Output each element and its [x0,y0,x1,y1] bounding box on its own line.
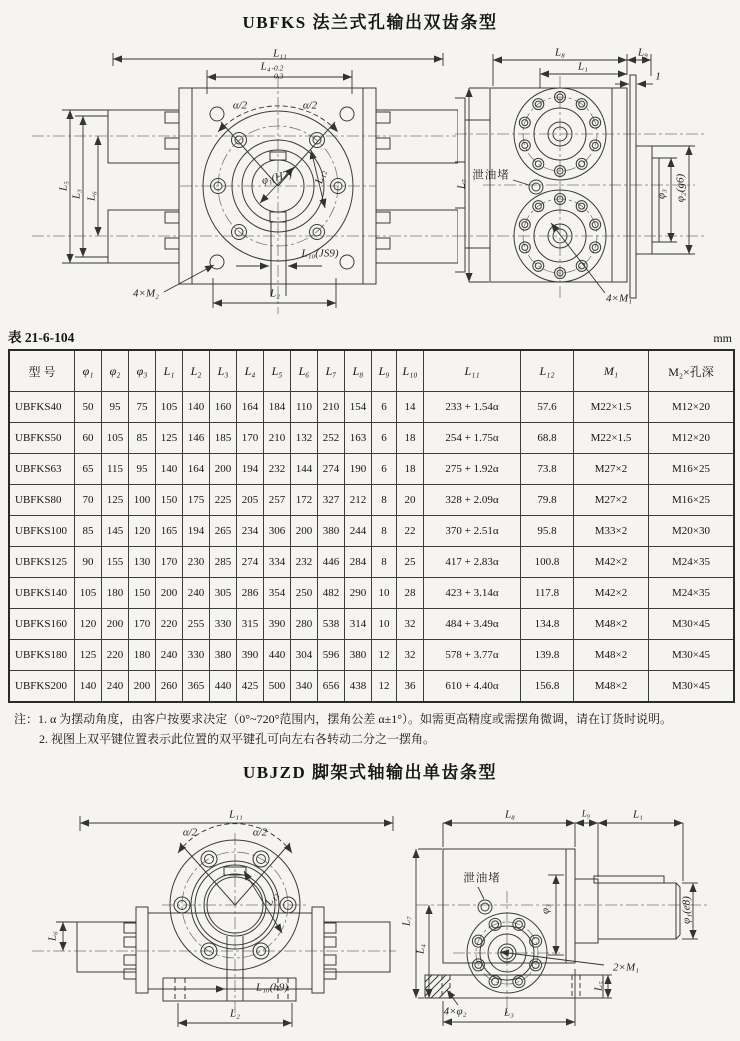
value-cell: 423 + 3.14α [424,578,521,609]
table-header-cell: L₂ [183,350,210,392]
value-cell: 65 [75,454,102,485]
value-cell: 117.8 [521,578,574,609]
value-cell: 85 [75,516,102,547]
value-cell: 146 [183,423,210,454]
table-header-cell: L₃ [210,350,237,392]
value-cell: 180 [102,578,129,609]
value-cell: 250 [291,578,318,609]
value-cell: 500 [264,671,291,703]
value-cell: 155 [102,547,129,578]
value-cell: 130 [129,547,156,578]
value-cell: 210 [264,423,291,454]
value-cell: 656 [318,671,345,703]
table-header-cell: L₈ [345,350,372,392]
value-cell: 6 [372,423,397,454]
value-cell: 190 [345,454,372,485]
table-unit: mm [713,331,732,345]
value-cell: M42×2 [574,578,649,609]
value-cell: 120 [75,609,102,640]
value-cell: 125 [156,423,183,454]
value-cell: 194 [183,516,210,547]
table-header-cell: φ₂ [102,350,129,392]
value-cell: 85 [129,423,156,454]
value-cell: 285 [210,547,237,578]
value-cell: 200 [156,578,183,609]
value-cell: M12×20 [649,392,735,423]
table-header-cell: L₆ [291,350,318,392]
value-cell: 50 [75,392,102,423]
value-cell: 425 [237,671,264,703]
model-cell: UBFKS100 [9,516,75,547]
model-cell: UBFKS200 [9,671,75,703]
value-cell: 280 [291,609,318,640]
value-cell: 144 [291,454,318,485]
model-cell: UBFKS80 [9,485,75,516]
model-cell: UBFKS160 [9,609,75,640]
table-row [9,454,734,485]
value-cell: 257 [264,485,291,516]
table-row [9,516,734,547]
table-caption: 表 21-6-104 [8,330,75,345]
dim-label-l12: L₁₂ [313,168,328,185]
ubfks-front-drawing [28,46,458,326]
value-cell: 440 [264,640,291,671]
table-head-row [9,350,734,392]
dim-label-alpha-left: α/2 [232,99,248,112]
value-cell: 6 [372,392,397,423]
value-cell: M48×2 [574,609,649,640]
value-cell: M42×2 [574,547,649,578]
table-header-cell: φ₃ [129,350,156,392]
value-cell: 134.8 [521,609,574,640]
value-cell: 254 + 1.75α [424,423,521,454]
dim-label-l10: L₁₀(JS9) [301,247,339,260]
value-cell: M48×2 [574,640,649,671]
value-cell: 57.6 [521,392,574,423]
value-cell: 160 [210,392,237,423]
value-cell: 90 [75,547,102,578]
value-cell: 365 [183,671,210,703]
value-cell: 79.8 [521,485,574,516]
value-cell: 233 + 1.54α [424,392,521,423]
value-cell: 286 [237,578,264,609]
value-cell: 170 [156,547,183,578]
value-cell: 200 [102,609,129,640]
value-cell: 156.8 [521,671,574,703]
value-cell: 100 [129,485,156,516]
table-header-cell: L₉ [372,350,397,392]
value-cell: 150 [129,578,156,609]
value-cell: 200 [210,454,237,485]
value-cell: 290 [345,578,372,609]
dim-label-l3: L₃ [70,189,83,199]
value-cell: M30×45 [649,609,735,640]
table-row [9,609,734,640]
table-header-cell: L₁₂ [521,350,574,392]
value-cell: 274 [318,454,345,485]
dim-label-one: 1 [655,70,661,83]
dim-label-l2: L₂ [230,1007,240,1020]
value-cell: M33×2 [574,516,649,547]
value-cell: 60 [75,423,102,454]
model-cell: UBFKS50 [9,423,75,454]
value-cell: M24×35 [649,578,735,609]
table-header-cell: L₁₀ [397,350,424,392]
value-cell: 150 [156,485,183,516]
value-cell: 252 [318,423,345,454]
value-cell: 240 [102,671,129,703]
value-cell: 170 [129,609,156,640]
value-cell: M16×25 [649,485,735,516]
value-cell: 314 [345,609,372,640]
value-cell: 380 [345,640,372,671]
value-cell: 18 [397,423,424,454]
dim-label-l4 [261,61,284,81]
value-cell: 482 [318,578,345,609]
value-cell: 380 [210,640,237,671]
dim-label-phi2: φ₂(g6) [674,173,687,203]
value-cell: 230 [183,547,210,578]
value-cell: 284 [345,547,372,578]
dim-l4-tolerance [272,64,284,81]
table-row [9,392,734,423]
value-cell: 330 [210,609,237,640]
table-row [9,485,734,516]
value-cell: 20 [397,485,424,516]
dim-label-alpha-right: α/2 [302,99,318,112]
dim-label-phi3: φ₃ [655,189,668,199]
value-cell: M16×25 [649,454,735,485]
value-cell: 125 [75,640,102,671]
value-cell: 315 [237,609,264,640]
dim-label-l11: L₁₁ [229,808,243,821]
value-cell: 170 [237,423,264,454]
value-cell: 334 [264,547,291,578]
ubfks-front-view [28,46,458,326]
dim-label-4xm2: 4×M₂ [133,287,159,300]
value-cell: 22 [397,516,424,547]
dim-label-l4: L₄ [414,944,427,954]
table-header-cell: L₄ [237,350,264,392]
dim-label-l8: L₈ [505,808,515,821]
dim-label-4xphi2: 4×φ₂ [443,1005,467,1018]
dim-label-l1: L₁ [578,60,588,73]
value-cell: 10 [372,578,397,609]
value-cell: 578 + 3.77α [424,640,521,671]
dim-label-l7: L₇ [455,179,468,189]
tolerance-upper: -0.2 [271,63,284,73]
value-cell: 260 [156,671,183,703]
value-cell: M30×45 [649,640,735,671]
page-title-ubjzd: UBJZD 脚架式轴输出单齿条型 [243,763,497,782]
note-line-1: 注：1. α 为摆动角度，由客户按要求决定（0°~720°范围内，摆角公差 α±1°）。如需更高精度或需摆角微调，请在订货时说明。 [14,712,673,726]
value-cell: 240 [183,578,210,609]
value-cell: 538 [318,609,345,640]
value-cell: 232 [291,547,318,578]
value-cell: 212 [345,485,372,516]
value-cell: 36 [397,671,424,703]
value-cell: 175 [183,485,210,516]
table-notes [14,709,730,750]
value-cell: 125 [102,485,129,516]
ubjzd-front-drawing [30,791,400,1041]
value-cell: 234 [237,516,264,547]
value-cell: 185 [210,423,237,454]
model-cell: UBFKS63 [9,454,75,485]
table-header-cell: L₇ [318,350,345,392]
value-cell: 70 [75,485,102,516]
dimension-table [8,349,735,703]
dim-label-l9: L₉ [581,808,591,819]
value-cell: 8 [372,516,397,547]
value-cell: 484 + 3.49α [424,609,521,640]
value-cell: 132 [291,423,318,454]
model-cell: UBFKS40 [9,392,75,423]
value-cell: M48×2 [574,671,649,703]
value-cell: 610 + 4.40α [424,671,521,703]
table-header-cell: L₁₁ [424,350,521,392]
value-cell: 305 [210,578,237,609]
dim-l4-base: L₄ [260,60,271,73]
dim-label-2xm1: 2×M₁ [613,961,639,974]
value-cell: 105 [102,423,129,454]
value-cell: 210 [318,392,345,423]
value-cell: 140 [75,671,102,703]
value-cell: 139.8 [521,640,574,671]
value-cell: M27×2 [574,454,649,485]
value-cell: 95 [102,392,129,423]
value-cell: 354 [264,578,291,609]
value-cell: 330 [183,640,210,671]
model-cell: UBFKS140 [9,578,75,609]
value-cell: 140 [183,392,210,423]
ubjzd-side-view [398,791,738,1041]
note-line-2: 2. 视图上双平键位置表示此位置的双平键孔可向左右各转动二分之一摆角。 [39,732,436,747]
value-cell: M20×30 [649,516,735,547]
dim-label-l8: L₈ [555,46,565,59]
page-title-ubfks: UBFKS 法兰式孔输出双齿条型 [242,13,498,32]
dim-label-l5: L₅ [57,181,70,191]
value-cell: 327 [318,485,345,516]
value-cell: 115 [102,454,129,485]
dim-label-l11: L₁₁ [273,47,287,60]
dim-label-phi3: φ₃ [539,904,552,914]
value-cell: 370 + 2.51α [424,516,521,547]
value-cell: 205 [237,485,264,516]
value-cell: 328 + 2.09α [424,485,521,516]
table-row [9,671,734,703]
value-cell: 390 [237,640,264,671]
value-cell: 180 [129,640,156,671]
dim-label-phi1: φ₁(H7) [260,167,294,188]
dim-label-l6: L₆ [85,191,98,201]
ubfks-side-view [455,46,740,326]
table-row [9,640,734,671]
value-cell: 417 + 2.83α [424,547,521,578]
value-cell: 140 [156,454,183,485]
value-cell: M12×20 [649,423,735,454]
table-caption-row [8,326,732,346]
table-body [9,392,734,703]
value-cell: 10 [372,609,397,640]
value-cell: 100.8 [521,547,574,578]
dim-label-l10: L₁₀(h9) [255,981,289,994]
value-cell: 172 [291,485,318,516]
value-cell: 220 [102,640,129,671]
value-cell: 14 [397,392,424,423]
value-cell: 105 [75,578,102,609]
value-cell: 28 [397,578,424,609]
value-cell: 75 [129,392,156,423]
value-cell: M24×35 [649,547,735,578]
ubfks-side-drawing [455,46,740,326]
value-cell: 596 [318,640,345,671]
value-cell: 225 [210,485,237,516]
table-header-cell: 型 号 [9,350,75,392]
value-cell: 165 [156,516,183,547]
dim-label-l3: L₃ [504,1006,514,1019]
value-cell: 163 [345,423,372,454]
value-cell: 232 [264,454,291,485]
value-cell: 68.8 [521,423,574,454]
value-cell: M22×1.5 [574,392,649,423]
table-header-cell: L₅ [264,350,291,392]
value-cell: 110 [291,392,318,423]
value-cell: 194 [237,454,264,485]
value-cell: 95.8 [521,516,574,547]
drain-plug-label: 泄油堵 [472,169,510,182]
value-cell: 200 [291,516,318,547]
tolerance-lower: -0.3 [271,71,284,81]
value-cell: 265 [210,516,237,547]
value-cell: 95 [129,454,156,485]
value-cell: 145 [102,516,129,547]
table-header-cell: M₁ [574,350,649,392]
table-row [9,423,734,454]
table-header-cell: M₂×孔深 [649,350,735,392]
value-cell: 244 [345,516,372,547]
dim-label-phi1: φ₁(e8) [680,896,693,924]
model-cell: UBFKS125 [9,547,75,578]
dim-label-l12: L₁₂ [262,889,281,908]
value-cell: 306 [264,516,291,547]
value-cell: 12 [372,640,397,671]
dim-label-l9: L₉ [638,46,648,59]
value-cell: 304 [291,640,318,671]
ubjzd-front-view [30,791,400,1041]
value-cell: 200 [129,671,156,703]
dim-label-4xm1: 4×M₁ [606,292,632,305]
value-cell: 275 + 1.92α [424,454,521,485]
model-cell: UBFKS180 [9,640,75,671]
dim-label-alpha-left: α/2 [182,826,198,839]
dim-label-l2: L₂ [270,287,280,300]
value-cell: 105 [156,392,183,423]
value-cell: 73.8 [521,454,574,485]
value-cell: M30×45 [649,671,735,703]
value-cell: 240 [156,640,183,671]
dim-label-l5: L₅ [592,981,605,991]
value-cell: M22×1.5 [574,423,649,454]
value-cell: 164 [237,392,264,423]
drain-plug-label: 泄油堵 [463,872,501,885]
value-cell: 380 [318,516,345,547]
dim-label-l1: L₁ [633,808,643,821]
table-row [9,547,734,578]
value-cell: 438 [345,671,372,703]
value-cell: 120 [129,516,156,547]
value-cell: 25 [397,547,424,578]
value-cell: 6 [372,454,397,485]
value-cell: M27×2 [574,485,649,516]
table-header-cell: φ₁ [75,350,102,392]
value-cell: 184 [264,392,291,423]
value-cell: 8 [372,547,397,578]
value-cell: 440 [210,671,237,703]
value-cell: 274 [237,547,264,578]
value-cell: 255 [183,609,210,640]
value-cell: 340 [291,671,318,703]
dim-label-l6: L₆ [46,931,59,941]
dim-label-alpha-right: α/2 [252,826,268,839]
value-cell: 220 [156,609,183,640]
value-cell: 18 [397,454,424,485]
table-row [9,578,734,609]
value-cell: 390 [264,609,291,640]
dim-label-l7: L₇ [400,916,413,926]
value-cell: 32 [397,609,424,640]
value-cell: 164 [183,454,210,485]
value-cell: 446 [318,547,345,578]
value-cell: 154 [345,392,372,423]
value-cell: 8 [372,485,397,516]
value-cell: 12 [372,671,397,703]
value-cell: 32 [397,640,424,671]
table-header-cell: L₁ [156,350,183,392]
